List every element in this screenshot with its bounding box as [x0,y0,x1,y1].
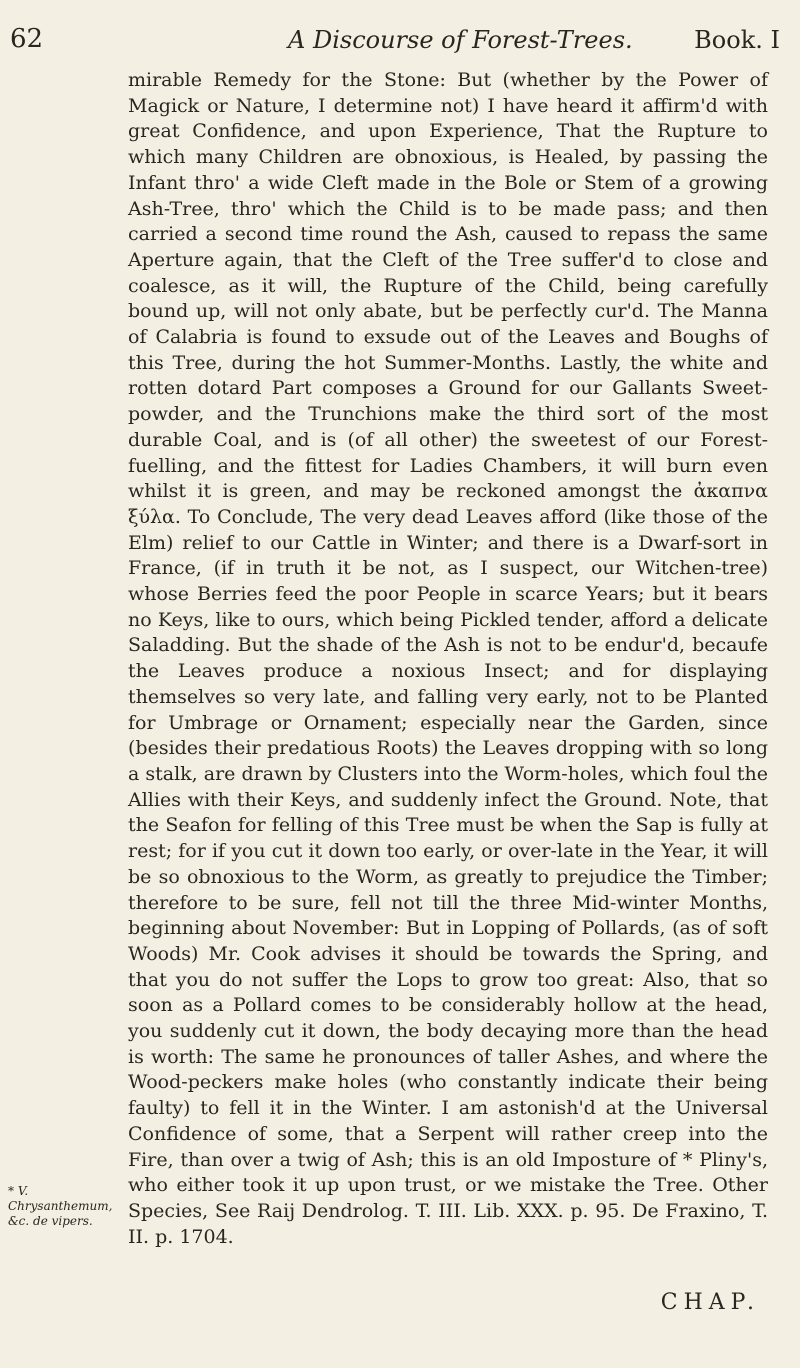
body-text [128,68,768,1250]
page-number: 62 [10,24,44,54]
body-paragraph: mirable Remedy for the Stone: But (whether by the Power of Magick or Nature, I determine not) I have heard it affirm'd with great Confidence, and upon Experience, That the Rupture to which many Children are obnoxious, is Healed, by passing the Infant thro' a wide Cleft made in the Bole or Stem of a growing Ash-Tree, thro' which the Child is to be made pass; and then carried a second time round the Ash, caused to repass the same Aperture again, that the Cleft of the Tree suffer'd to close and coalesce, as it will, the Rupture of the Child, being carefully bound up, will not only abate, but be perfectly cur'd. The Manna of Calabria is found to exsude out of the Leaves and Boughs of this Tree, during the hot Summer-Months. Lastly, the white and rotten dotard Part composes a Ground for our Gallants Sweet-powder, and the Trunchions make the third sort of the most durable Coal, and is (of all other) the sweetest of our Forest-fuelling, and the fittest for Ladies Chambers, it will burn even whilst it is green, and may be reckoned amongst the ἀκαπνα ξύλα. To Conclude, The very dead Leaves afford (like those of the Elm) relief to our Cattle in Winter; and there is a Dwarf-sort in France, (if in truth it be not, as I suspect, our Witchen-tree) whose Berries feed the poor People in scarce Years; but it bears no Keys, like to ours, which being Pickled tender, afford a delicate Saladding. But the shade of the Ash is not to be endur'd, becaufe the Leaves produce a noxious Insect; and for displaying themselves so very late, and falling very early, not to be Planted for Umbrage or Ornament; especially near the Garden, since (besides their predatious Roots) the Leaves dropping with so long a stalk, are drawn by Clusters into the Worm-holes, which foul the Allies with their Keys, and suddenly infect the Ground. Note, that the Seafon for felling of this Tree must be when the Sap is fully at rest; for if you cut it down too early, or over-late in the Year, it will be so obnoxious to the Worm, as greatly to prejudice the Timber; therefore to be sure, fell not till the three Mid-winter Months, beginning about November: But in Lopping of Pollards, (as of soft Woods) Mr. Cook advises it should be towards the Spring, and that you do not suffer the Lops to grow too great: Also, that so soon as a Pollard comes to be considerably hollow at the head, you suddenly cut it down, the body decaying more than the head is worth: The same he pronounces of taller Ashes, and where the Wood-peckers make holes (who constantly indicate their being faulty) to fell it in the Winter. I am astonish'd at the Universal Confidence of some, that a Serpent will rather creep into the Fire, than over a twig of Ash; this is an old Imposture of * Pliny's, who either took it up upon trust, or we mistake the Tree. Other Species, See Raij Dendrolog. T. III. Lib. XXX. p. 95. De Fraxino, T. II. p. 1704. [128,69,768,1248]
margin-note: * V. Chrysanthemum, &c. de vipers. [8,1184,113,1228]
catchword: CHAP. [660,1290,760,1315]
page-header [10,22,780,58]
book-label: Book. I [694,26,780,54]
running-title: A Discourse of Forest-Trees. [288,26,633,54]
